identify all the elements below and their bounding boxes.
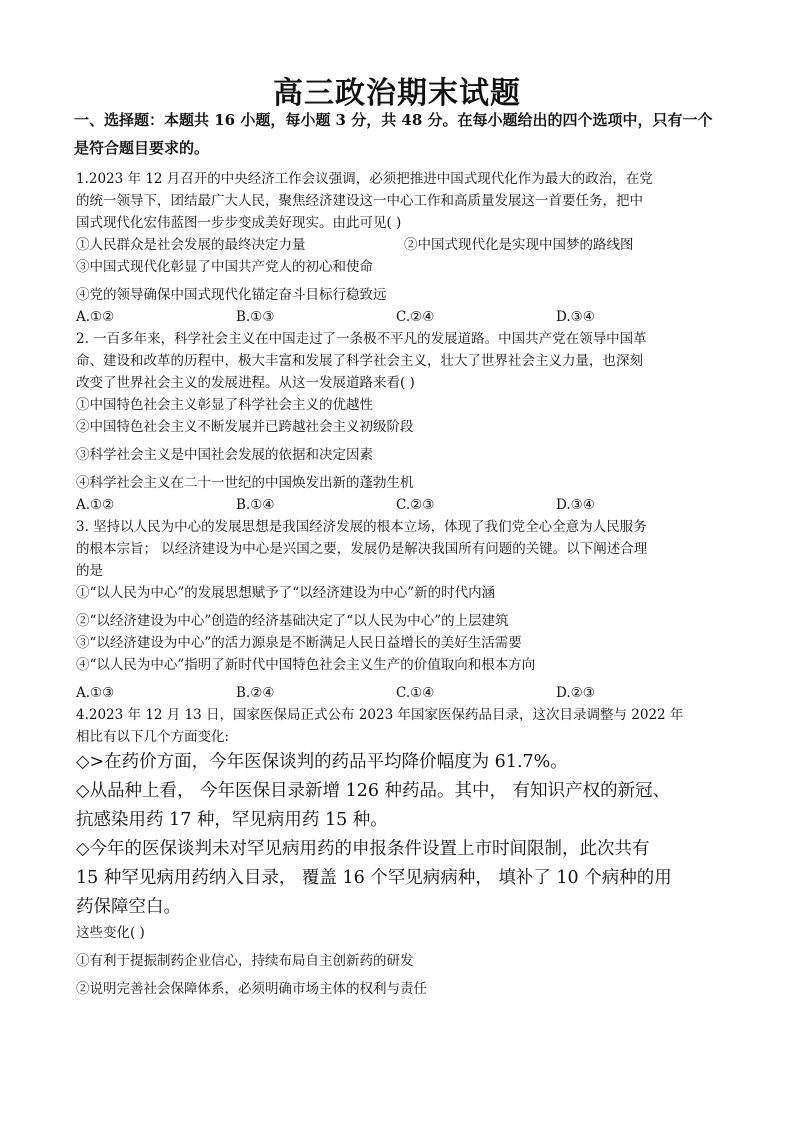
question-stem-line: 的是 (76, 563, 103, 579)
statement-4: ④党的领导确保中国式现代化锚定奋斗目标行稳致远 (76, 287, 387, 303)
statement-2: ②“以经济建设为中心”创造的经济基础决定了“以人民为中心”的上层建筑 (76, 613, 509, 629)
statement-1: ①“以人民为中心”的发展思想赋予了“以经济建设为中心”新的时代内涵 (76, 585, 496, 601)
statement-4: ④“以人民为中心”指明了新时代中国特色社会主义生产的价值取向和根本方向 (76, 657, 536, 673)
question-3 (76, 516, 726, 704)
question-stem-line: 1.2023 年 12 月召开的中央经济工作会议强调，必须把推进中国式现代化作为最大的政治，在党 (76, 171, 653, 187)
option-d: D.③④ (556, 497, 595, 513)
material-bullet-2: ◇从品种上看， 今年医保目录新增 126 种药品。其中， 有知识产权的新冠、 (76, 781, 671, 801)
material-bullet-3: ◇今年的医保谈判未对罕见病用药的申报条件设置上市时间限制，此次共有 (76, 839, 650, 859)
option-d: D.③④ (556, 309, 595, 325)
question-stem-line: 命、建设和改革的历程中，极大丰富和发展了科学社会主义，壮大了世界社会主义力量，也深刻 (76, 353, 643, 369)
question-stem-line: 国式现代化宏伟蓝图一步步变成美好现实。由此可见( ) (76, 215, 402, 231)
statement-1: ①人民群众是社会发展的最终决定力量 (76, 237, 306, 253)
question-prompt: 这些变化( ) (76, 925, 145, 941)
question-stem-line: 的根本宗旨； 以经济建设为中心是兴国之要，发展仍是解决我国所有问题的关键。以下阐述合理 (76, 541, 648, 557)
section-heading (74, 106, 734, 162)
statement-1: ①中国特色社会主义彰显了科学社会主义的优越性 (76, 397, 373, 413)
statement-2: ②中国特色社会主义不断发展并已跨越社会主义初级阶段 (76, 419, 414, 435)
statement-1: ①有利于提振制药企业信心，持续布局自主创新药的研发 (76, 953, 414, 969)
option-d: D.②③ (556, 685, 595, 701)
statement-3: ③中国式现代化彰显了中国共产党人的初心和使命 (76, 259, 373, 275)
question-stem-line: 4.2023 年 12 月 13 日，国家医保局正式公布 2023 年国家医保药品目录，这次目录调整与 2022 年 (76, 707, 684, 723)
question-stem-line: 相比有以下几个方面变化: (76, 729, 230, 745)
answer-options (76, 306, 726, 328)
material-bullet-3-cont: 药保障空白。 (76, 897, 181, 917)
statement-2: ②中国式现代化是实现中国梦的路线图 (404, 237, 634, 253)
statement-3: ③“以经济建设为中心”的活力源泉是不断满足人民日益增长的美好生活需要 (76, 635, 522, 651)
statement-2: ②说明完善社会保障体系，必须明确市场主体的权利与责任 (76, 981, 427, 997)
question-1 (76, 168, 726, 328)
option-b: B.②④ (236, 685, 275, 701)
question-4 (76, 704, 726, 1000)
option-b: B.①③ (236, 309, 275, 325)
question-2 (76, 328, 726, 516)
question-stem-line: 的统一领导下，团结最广大人民，聚焦经济建设这一中心工作和高质量发展这一首要任务，把中 (76, 193, 643, 209)
statement-row (76, 234, 726, 256)
material-bullet-3-cont: 15 种罕见病用药纳入目录， 覆盖 16 个罕见病病种， 填补了 10 个病种的用 (76, 868, 672, 888)
question-stem-line: 3. 坚持以人民为中心的发展思想是我国经济发展的根本立场，体现了我们党全心全意为人民服务 (76, 519, 647, 535)
option-a: A.①② (76, 497, 115, 513)
option-c: C.②③ (396, 497, 435, 513)
option-a: A.①③ (76, 685, 115, 701)
statement-4: ④科学社会主义在二十一世纪的中国焕发出新的蓬勃生机 (76, 475, 414, 491)
option-a: A.①② (76, 309, 115, 325)
answer-options (76, 494, 726, 516)
material-bullet-2-cont: 抗感染用药 17 种，罕见病用药 15 种。 (76, 810, 388, 830)
section-heading-line: 一、选择题：本题共 16 小题，每小题 3 分，共 48 分。在每小题给出的四个选项中，只有一个 (74, 111, 713, 129)
question-list (76, 168, 726, 1000)
answer-options (76, 682, 726, 704)
question-stem-line: 2. 一百多年来，科学社会主义在中国走过了一条极不平凡的发展道路。中国共产党在领导中国革 (76, 331, 647, 347)
option-b: B.①④ (236, 497, 275, 513)
question-stem-line: 改变了世界社会主义的发展进程。从这一发展道路来看( ) (76, 375, 415, 391)
material-bullet-1: ◇>在药价方面，今年医保谈判的药品平均降价幅度为 61.7%。 (76, 752, 568, 772)
page-title: 高三政治期末试题 (273, 76, 521, 111)
option-c: C.①④ (396, 685, 435, 701)
section-heading-line: 是符合题目要求的。 (74, 139, 210, 157)
option-c: C.②④ (396, 309, 435, 325)
statement-3: ③科学社会主义是中国社会发展的依据和决定因素 (76, 447, 373, 463)
